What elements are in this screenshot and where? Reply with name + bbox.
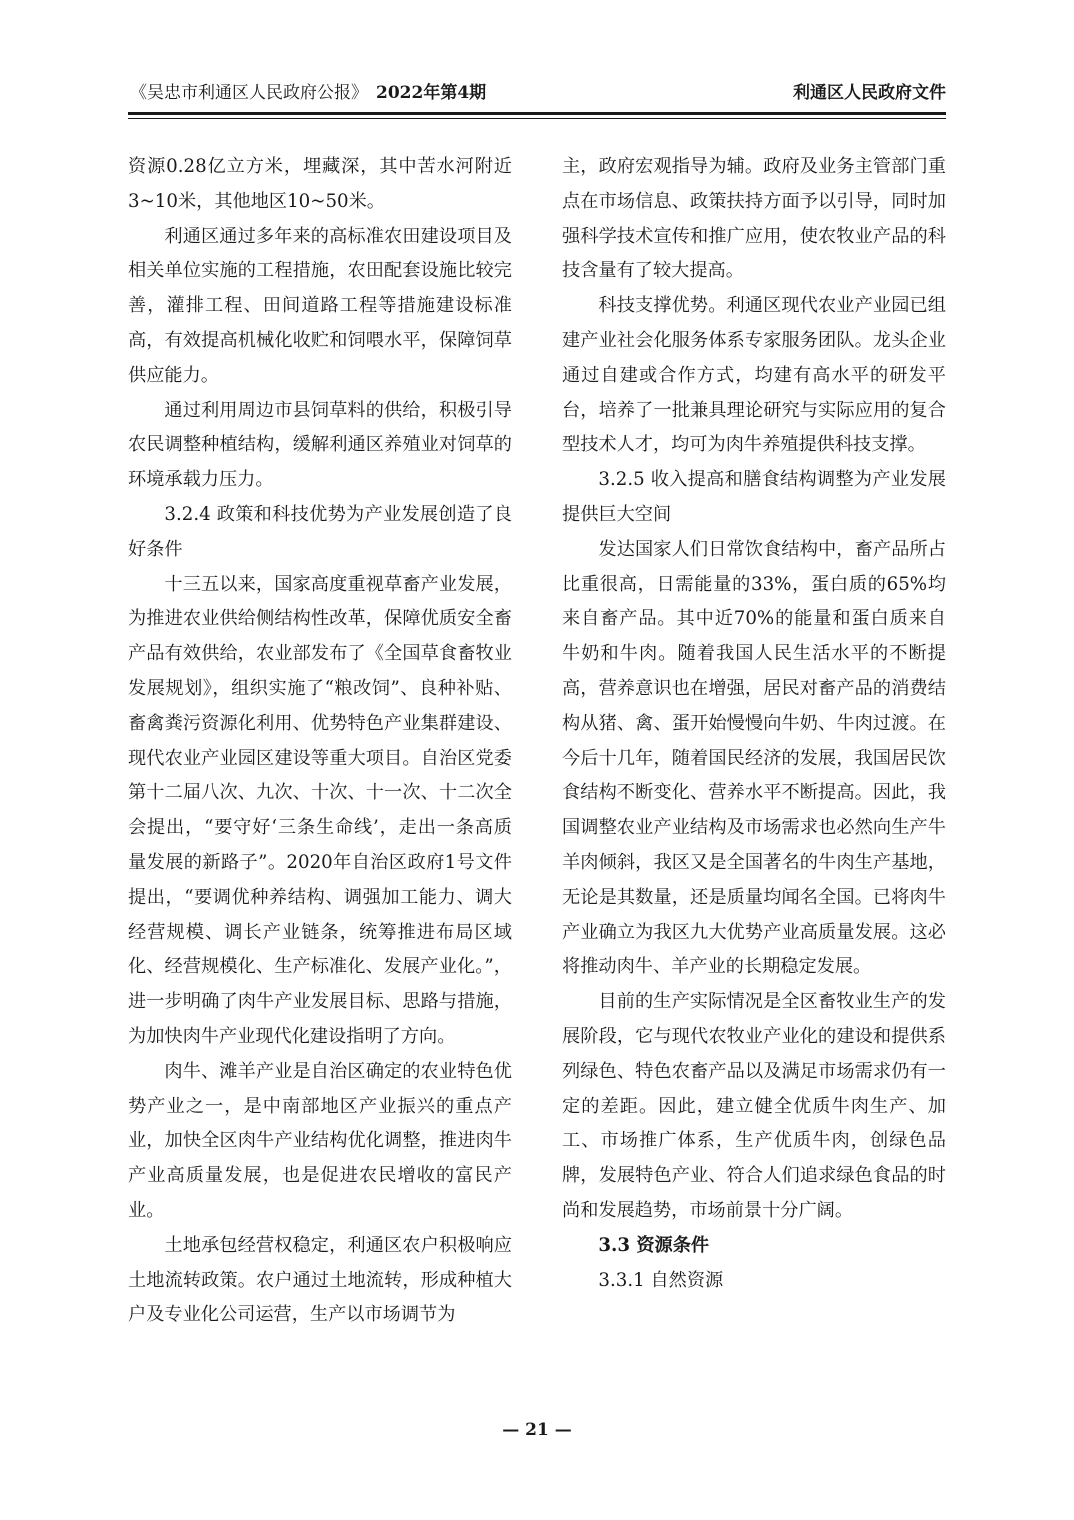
journal-title: 《吴忠市利通区人民政府公报》 [130, 83, 368, 103]
paragraph: 科技支撑优势。利通区现代农业产业园已组建产业社会化服务体系专家服务团队。龙头企业通过自建或合作方式，均建有高水平的研发平台，培养了一批兼具理论研究与实际应用的复合型技术人才，均可为肉牛养殖提供科技支撑。 [562, 295, 946, 456]
header-rule-thick [128, 112, 946, 115]
page-header [130, 78, 946, 110]
subsection-heading: 3.3.1 自然资源 [598, 1269, 724, 1291]
paragraph: 十三五以来，国家高度重视草畜产业发展，为推进农业供给侧结构性改革，保障优质安全畜产品有效供给，农业部发布了《全国草食畜牧业发展规划》，组织实施了“粮改饲”、良种补贴、畜禽粪污资源化利用、优势特色产业集群建设、现代农业产业园区建设等重大项目。自治区党委第十二届八次、九次、十次、十一次、十二次全会提出，“要守好‘三条生命线’，走出一条高质量发展的新路子”。2020年自治区政府1号文件提出，“要调优种养结构、调强加工能力、调大经营规模、调长产业链条，统筹推进布局区域化、经营规模化、生产标准化、发展产业化。”，进一步明确了肉牛产业发展目标、思路与措施，为加快肉牛产业现代化建设指明了方向。 [128, 573, 512, 1047]
paragraph: 土地承包经营权稳定，利通区农户积极响应土地流转政策。农户通过土地流转，形成种植大户及专业化公司运营，生产以市场调节为 [128, 1234, 512, 1326]
issue-number: 2022年第4期 [376, 83, 487, 103]
paragraph: 利通区通过多年来的高标准农田建设项目及相关单位实施的工程措施，农田配套设施比较完善，灌排工程、田间道路工程等措施建设标准高，有效提高机械化收贮和饲喂水平，保障饲草供应能力。 [128, 225, 512, 386]
paragraph: 主，政府宏观指导为辅。政府及业务主管部门重点在市场信息、政策扶持方面予以引导，同时加强科学技术宣传和推广应用，使农牧业产品的科技含量有了较大提高。 [562, 156, 946, 282]
page-number: — 21 — [502, 1420, 572, 1440]
paragraph: 资源0.28亿立方米，埋藏深，其中苦水河附近3~10米，其他地区10~50米。 [128, 156, 512, 212]
journal-info [130, 78, 486, 103]
paragraph: 肉牛、滩羊产业是自治区确定的农业特色优势产业之一，是中南部地区产业振兴的重点产业，加快全区肉牛产业结构优化调整，推进肉牛产业高质量发展，也是促进农民增收的富民产业。 [128, 1060, 512, 1221]
section-heading: 3.3 资源条件 [598, 1234, 710, 1256]
left-column [128, 150, 512, 1333]
paragraph: 通过利用周边市县饲草料的供给，积极引导农民调整种植结构，缓解利通区养殖业对饲草的环境承载力压力。 [128, 399, 512, 491]
right-column [562, 150, 946, 1298]
subsection-heading: 3.2.4 政策和科技优势为产业发展创造了良好条件 [128, 503, 512, 560]
section-title: 利通区人民政府文件 [793, 83, 946, 103]
paragraph: 发达国家人们日常饮食结构中，畜产品所占比重很高，日需能量的33%，蛋白质的65%均来自畜产品。其中近70%的能量和蛋白质来自牛奶和牛肉。随着我国人民生活水平的不断提高，营养意识也在增强，居民对畜产品的消费结构从猪、禽、蛋开始慢慢向牛奶、牛肉过渡。在今后十几年，随着国民经济的发展，我国居民饮食结构不断变化、营养水平不断提高。因此，我国调整农业产业结构及市场需求也必然向生产牛羊肉倾斜，我区又是全国著名的牛肉生产基地，无论是其数量，还是质量均闻名全国。已将肉牛产业确立为我区九大优势产业高质量发展。这必将推动肉牛、羊产业的长期稳定发展。 [562, 538, 946, 978]
subsection-heading: 3.2.5 收入提高和膳食结构调整为产业发展提供巨大空间 [562, 469, 946, 525]
paragraph: 目前的生产实际情况是全区畜牧业生产的发展阶段，它与现代农牧业产业化的建设和提供系列绿色、特色农畜产品以及满足市场需求仍有一定的差距。因此，建立健全优质牛肉生产、加工、市场推广体系，生产优质牛肉，创绿色品牌，发展特色产业、符合人们追求绿色食品的时尚和发展趋势，市场前景十分广阔。 [562, 991, 946, 1221]
header-rule-thin [128, 118, 946, 119]
